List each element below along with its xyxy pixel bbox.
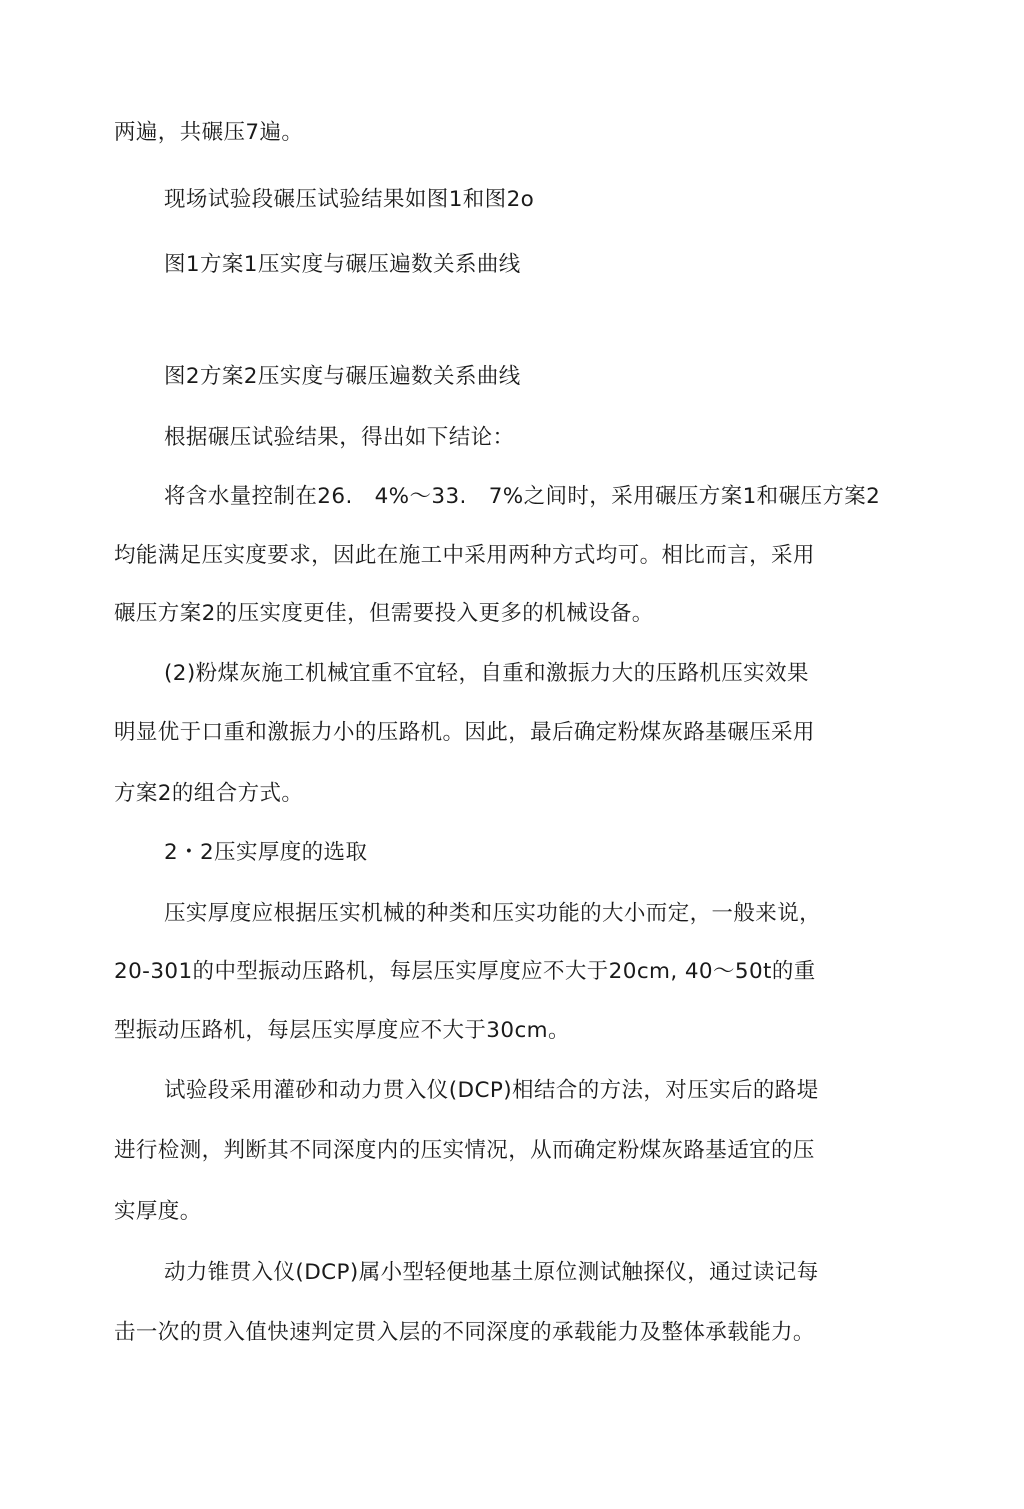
paragraph-line: 型振动压路机，每层压实厚度应不大于30cm。 <box>114 1018 570 1043</box>
paragraph-line: 20-301的中型振动压路机，每层压实厚度应不大于20cm, 40～50t的重 <box>114 959 816 984</box>
paragraph-line: 根据碾压试验结果，得出如下结论： <box>164 425 515 450</box>
paragraph-line: 实厚度。 <box>114 1199 202 1224</box>
paragraph-line: 两遍，共碾压7遍。 <box>114 120 304 145</box>
paragraph-line: 压实厚度应根据压实机械的种类和压实功能的大小而定，一般来说， <box>164 901 822 926</box>
paragraph-line: 试验段采用灌砂和动力贯入仪(DCP)相结合的方法，对压实后的路堤 <box>164 1078 819 1103</box>
figure-caption: 图1方案1压实度与碾压遍数关系曲线 <box>164 252 521 277</box>
paragraph-line: 动力锥贯入仪(DCP)属小型轻便地基土原位测试触探仪，通过读记每 <box>164 1260 819 1285</box>
paragraph-line: 碾压方案2的压实度更佳，但需要投入更多的机械设备。 <box>114 601 654 626</box>
paragraph-line: 明显优于口重和激振力小的压路机。因此，最后确定粉煤灰路基碾压采用 <box>114 720 815 745</box>
paragraph-line: 方案2的组合方式。 <box>114 781 304 806</box>
paragraph-line: 现场试验段碾压试验结果如图1和图2o <box>164 187 535 212</box>
paragraph-line: (2)粉煤灰施工机械宜重不宜轻，自重和激振力大的压路机压实效果 <box>164 661 809 686</box>
paragraph-line: 均能满足压实度要求，因此在施工中采用两种方式均可。相比而言，采用 <box>114 543 815 568</box>
figure-caption: 图2方案2压实度与碾压遍数关系曲线 <box>164 364 521 389</box>
section-heading: 2・2压实厚度的选取 <box>164 840 368 865</box>
paragraph-line: 进行检测，判断其不同深度内的压实情况，从而确定粉煤灰路基适宜的压 <box>114 1138 815 1163</box>
paragraph-line: 将含水量控制在26. 4%～33. 7%之间时，采用碾压方案1和碾压方案2 <box>164 484 881 509</box>
paragraph-line: 击一次的贯入值快速判定贯入层的不同深度的承载能力及整体承载能力。 <box>114 1320 815 1345</box>
